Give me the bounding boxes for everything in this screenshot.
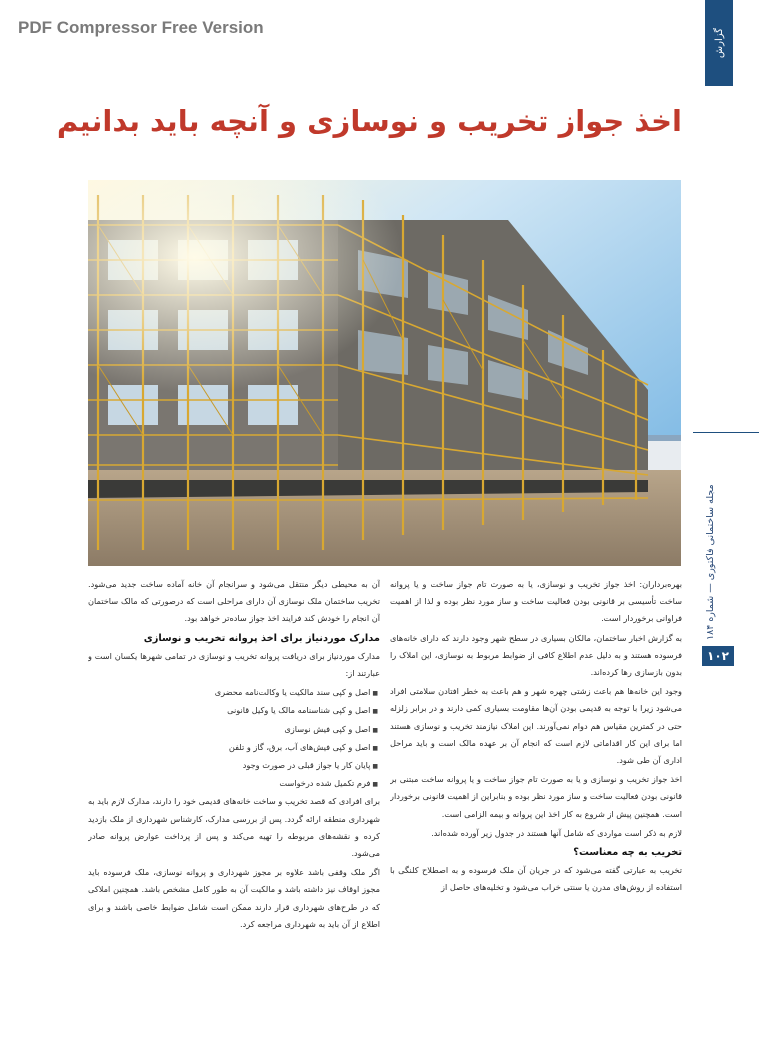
paragraph: اخذ جواز تخریب و نوسازی و یا به صورت تام جواز ساخت و یا پروانه ساخت مبتنی بر قانونی بودن فعالیت ساخت و ساز مورد نظر بوده و بنابراین از اهمیت قانونی برخوردار است. همچنین پیش از شروع به کار اخذ این پروانه و بیمه الزامی است. xyxy=(390,774,682,819)
article-column-left xyxy=(88,576,380,968)
list-item: ■ اصل و کپی سند مالکیت یا وکالت‌نامه محضری xyxy=(88,684,380,702)
paragraph: وجود این خانه‌ها هم باعث زشتی چهره شهر و هم باعث به خطر افتادن سلامتی افراد می‌شود زیرا با توجه به قدیمی بودن آن‌ها مقاومت بسیاری کمی دارند و در برابر زلزله حتی در کمترین مقیاس هم دوام نمی‌آورند. این املاک نیازمند تخریب و نوسازی هستند اما برای این کار اقداماتی لازم است که انجام آن بر عهده مالک است و باید مراحل اداری آن طی شود. xyxy=(390,686,682,766)
article-title: اخذ جواز تخریب و نوسازی و آنچه باید بدانیم xyxy=(56,104,682,138)
paragraph: آن به محیطی دیگر منتقل می‌شود و سرانجام آن خانه آماده ساخت جدید می‌شود. تخریب ساختمان ملک نوسازی آن دارای مراحلی است که درصورتی که مالک ساختمان آن انجام را خودش کند فرایند اخذ جواز ساده‌تر خواهد بود. xyxy=(88,579,380,624)
documents-list xyxy=(88,684,380,793)
paragraph: تخریب به عبارتی گفته می‌شود که در جریان آن ملک فرسوده و به اصطلاح کلنگی با استفاده از روش‌های مدرن یا سنتی خراب می‌شود و تخلیه‌های حاصل از xyxy=(390,865,682,893)
paragraph: لازم به ذکر است مواردی که شامل آنها هستند در جدول زیر آورده شده‌اند. xyxy=(431,827,682,838)
page-number: ۱۰۲ xyxy=(702,646,734,666)
watermark-text: PDF Compressor Free Version xyxy=(18,18,264,37)
paragraph: به گزارش اخبار ساختمان، مالکان بسیاری در سطح شهر وجود دارند که دارای خانه‌های فرسوده هستند و به دلیل عدم اطلاع کافی از ضوابط مربوط به نوسازی، این املاک را بدون بازسازی رها کرده‌اند. xyxy=(390,632,682,678)
intro-paragraph: بهره‌برداران: اخذ جواز تخریب و نوسازی، یا به صورت تام جواز ساخت و یا پروانه ساخت تأسیسی بر قانونی بودن فعالیت ساخت و ساز مورد نظر بوده و لذا از اهمیت فراوانی برخوردار است. xyxy=(390,579,682,624)
construction-photo xyxy=(88,180,681,566)
paragraph: مدارک موردنیاز برای دریافت پروانه تخریب و نوسازی در تمامی شهرها یکسان است و عبارتند از: xyxy=(88,650,380,679)
magazine-info: مجله ساختمانی فاکتوری — شماره ۱۸۴ xyxy=(704,484,716,640)
magazine-side-strip xyxy=(690,430,730,640)
section-heading: تخریب به چه معناست؟ xyxy=(573,847,682,859)
list-item: ■ اصل و کپی فیش‌های آب، برق، گاز و تلفن xyxy=(88,739,380,757)
section-tab-label: گزارش xyxy=(713,27,725,59)
paragraph: برای افرادی که قصد تخریب و ساخت خانه‌های قدیمی خود را دارند، مدارک لازم باید به شهرداری منطقه ارائه گردد. پس از بررسی مدارک، کارشناس شهرداری از ملک بازدید کرده و نقشه‌های مربوطه را تهیه می‌کند و پس از پرداخت عوارض پروانه صادر می‌شود. xyxy=(88,796,380,859)
section-heading: مدارک موردنیاز برای اخذ پروانه تخریب و نوسازی xyxy=(143,632,380,644)
list-item: ■ اصل و کپی فیش نوسازی xyxy=(88,721,380,739)
list-item: ■ پایان کار یا جواز قبلی در صورت وجود xyxy=(88,757,380,775)
list-item: ■ اصل و کپی شناسنامه مالک یا وکیل قانونی xyxy=(88,702,380,720)
section-tab xyxy=(705,0,733,86)
list-item: ■ فرم تکمیل شده درخواست xyxy=(88,775,380,793)
article-column-right xyxy=(390,576,682,968)
paragraph: اگر ملک وقفی باشد علاوه بر مجوز شهرداری و پروانه نوسازی، ملک فرسوده باید مجوز اوقاف نیز داشته باشد و مالکیت آن به طور کامل مشخص باشد. همچنین املاکی که در طرح‌های شهرداری قرار دارند ممکن است شامل ضوابط خاصی باشند و برای اطلاع از آن باید به شهرداری مراجعه کرد. xyxy=(88,867,380,929)
